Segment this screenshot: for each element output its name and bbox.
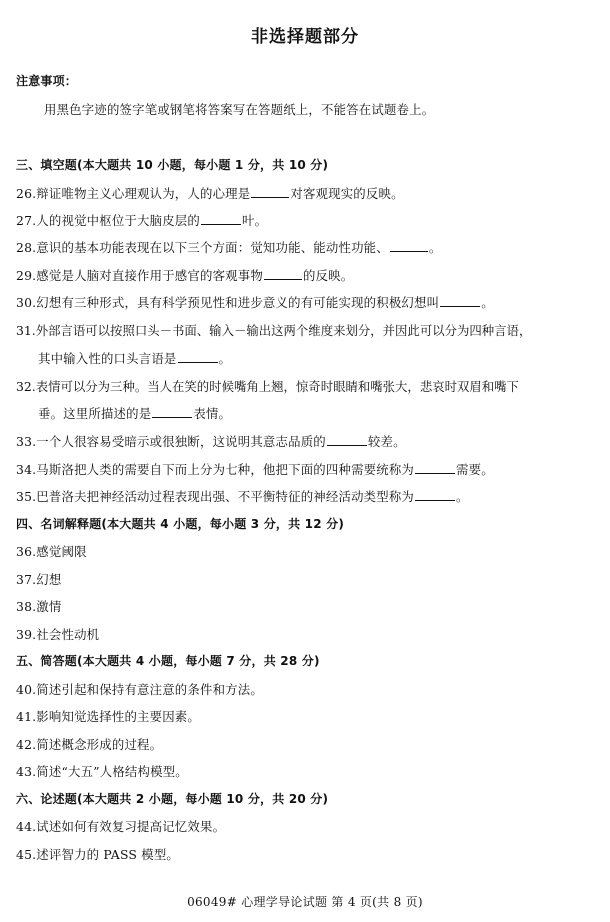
question-45: 45.述评智力的 PASS 模型。	[16, 847, 180, 862]
question-29-tail: 的反映。	[302, 268, 354, 283]
section6-heading: 六、论述题(本大题共 2 小题，每小题 10 分，共 20 分)	[16, 792, 329, 806]
answer-blank	[327, 434, 367, 446]
question-39: 39.社会性动机	[16, 627, 100, 642]
question-32-tail: 表情。	[193, 406, 232, 421]
question-27-text: 27.人的视觉中枢位于大脑皮层的	[16, 213, 200, 228]
question-43: 43.简述“大五”人格结构模型。	[16, 764, 188, 779]
question-32-text: 垂。这里所描述的是	[38, 406, 152, 421]
answer-blank	[264, 268, 302, 280]
answer-blank	[440, 295, 480, 307]
question-34-tail: 需要。	[456, 462, 494, 477]
question-32-line1: 32.表情可以分为三种。当人在笑的时候嘴角上翘，惊奇时眼睛和嘴张大，悲哀时双眉和嘴下	[16, 379, 519, 394]
question-33	[16, 432, 406, 450]
answer-blank	[152, 406, 192, 418]
section4-heading: 四、名词解释题(本大题共 4 小题，每小题 3 分，共 12 分)	[16, 517, 345, 531]
question-34-text: 34.马斯洛把人类的需要自下而上分为七种，他把下面的四种需要统称为	[16, 462, 415, 477]
question-33-tail: 较差。	[367, 434, 406, 449]
notice-heading: 注意事项：	[16, 74, 78, 88]
question-27-tail: 叶。	[241, 213, 268, 228]
question-38: 38.激情	[16, 599, 62, 614]
answer-blank	[251, 186, 289, 198]
page-footer: 06049# 心理学导论试题 第 4 页(共 8 页)	[187, 895, 423, 909]
question-31-line2	[38, 349, 231, 367]
answer-blank	[415, 462, 455, 474]
question-31-tail: 。	[218, 351, 232, 366]
answer-blank	[178, 351, 218, 363]
question-35-text: 35.巴普洛夫把神经活动过程表现出强、不平衡特征的神经活动类型称为	[16, 489, 415, 504]
question-37: 37.幻想	[16, 572, 62, 587]
notice-text: 用黑色字迹的签字笔或钢笔将答案写在答题纸上，不能答在试题卷上。	[44, 102, 435, 117]
question-30	[16, 293, 494, 311]
question-40: 40.简述引起和保持有意注意的条件和方法。	[16, 682, 263, 697]
question-33-text: 33.一个人很容易受暗示或很独断，这说明其意志品质的	[16, 434, 326, 449]
question-29-text: 29.感觉是人脑对直接作用于感官的客观事物	[16, 268, 263, 283]
question-30-tail: 。	[481, 295, 494, 310]
question-28	[16, 238, 441, 256]
section3-heading: 三、填空题(本大题共 10 小题，每小题 1 分，共 10 分)	[16, 158, 329, 172]
question-34	[16, 460, 494, 478]
question-31-text: 其中输入性的口头言语是	[38, 351, 177, 366]
question-41: 41.影响知觉选择性的主要因素。	[16, 709, 200, 724]
question-26-tail: 对客观现实的反映。	[290, 186, 404, 201]
answer-blank	[415, 489, 455, 501]
question-44: 44.试述如何有效复习提高记忆效果。	[16, 819, 226, 834]
question-27	[16, 211, 267, 229]
question-28-tail: 。	[428, 240, 442, 255]
question-26-text: 26.辩证唯物主义心理观认为，人的心理是	[16, 186, 251, 201]
question-42: 42.简述概念形成的过程。	[16, 737, 163, 752]
page-title: 非选择题部分	[251, 27, 359, 47]
question-29	[16, 266, 353, 284]
question-35-tail: 。	[456, 489, 469, 504]
question-35	[16, 487, 469, 505]
question-28-text: 28.意识的基本功能表现在以下三个方面：觉知功能、能动性功能、	[16, 240, 389, 255]
answer-blank	[201, 213, 241, 225]
question-32-line2	[38, 404, 231, 422]
section5-heading: 五、简答题(本大题共 4 小题，每小题 7 分，共 28 分)	[16, 654, 320, 668]
answer-blank	[390, 240, 428, 252]
question-31-line1: 31.外部言语可以按照口头－书面、输入－输出这两个维度来划分，并因此可以分为四种言语，	[16, 323, 532, 338]
question-30-text: 30.幻想有三种形式，具有科学预见性和进步意义的有可能实现的积极幻想叫	[16, 295, 440, 310]
question-36: 36.感觉阈限	[16, 544, 87, 559]
question-26	[16, 184, 404, 202]
